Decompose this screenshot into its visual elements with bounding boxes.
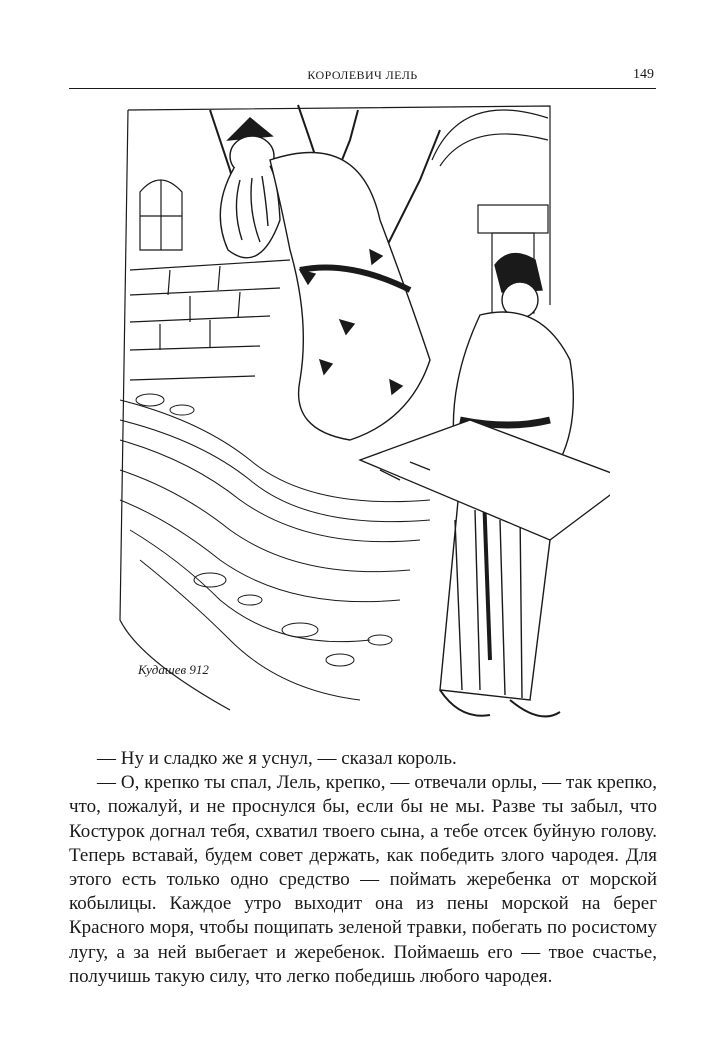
- paragraph: — Ну и сладко же я уснул, — сказал король.: [97, 748, 457, 769]
- column-capital: [478, 205, 548, 233]
- illustration: [110, 100, 610, 740]
- text-body: [69, 747, 657, 989]
- paragraph: — О, крепко ты спал, Лель, крепко, — отвечали орлы, — так крепко, что, пожалуй, и не проснулся бы, если бы не мы. Разве ты забыл, что Костурок догнал тебя, схватил твоего сына, а тебе отсек буйную голову. Теперь вставай, будем совет держать, как победить злого чародея. Для этого есть только одно средство — поймать жеребенка от морской кобылицы. Каждое утро выходит она из пены морской на берег Красного моря, чтобы пощипать зеленой травки, побегать по росистому лугу, а за ней выбегает и жеребенок. Поймаешь его — твое счастье, получишь такую силу, что легко победишь любого чародея.: [69, 772, 657, 987]
- artist-signature: Кудашев 912: [138, 662, 209, 677]
- wizard-robe: [270, 153, 430, 441]
- archway: [432, 110, 548, 166]
- page-number: 149: [633, 67, 654, 82]
- wizard-beard: [220, 166, 280, 258]
- running-head: [69, 66, 656, 89]
- running-title: КОРОЛЕВИЧ ЛЕЛЬ: [307, 68, 418, 82]
- chained-wizard-figure: [220, 118, 430, 440]
- illustration-drawing: [110, 100, 610, 740]
